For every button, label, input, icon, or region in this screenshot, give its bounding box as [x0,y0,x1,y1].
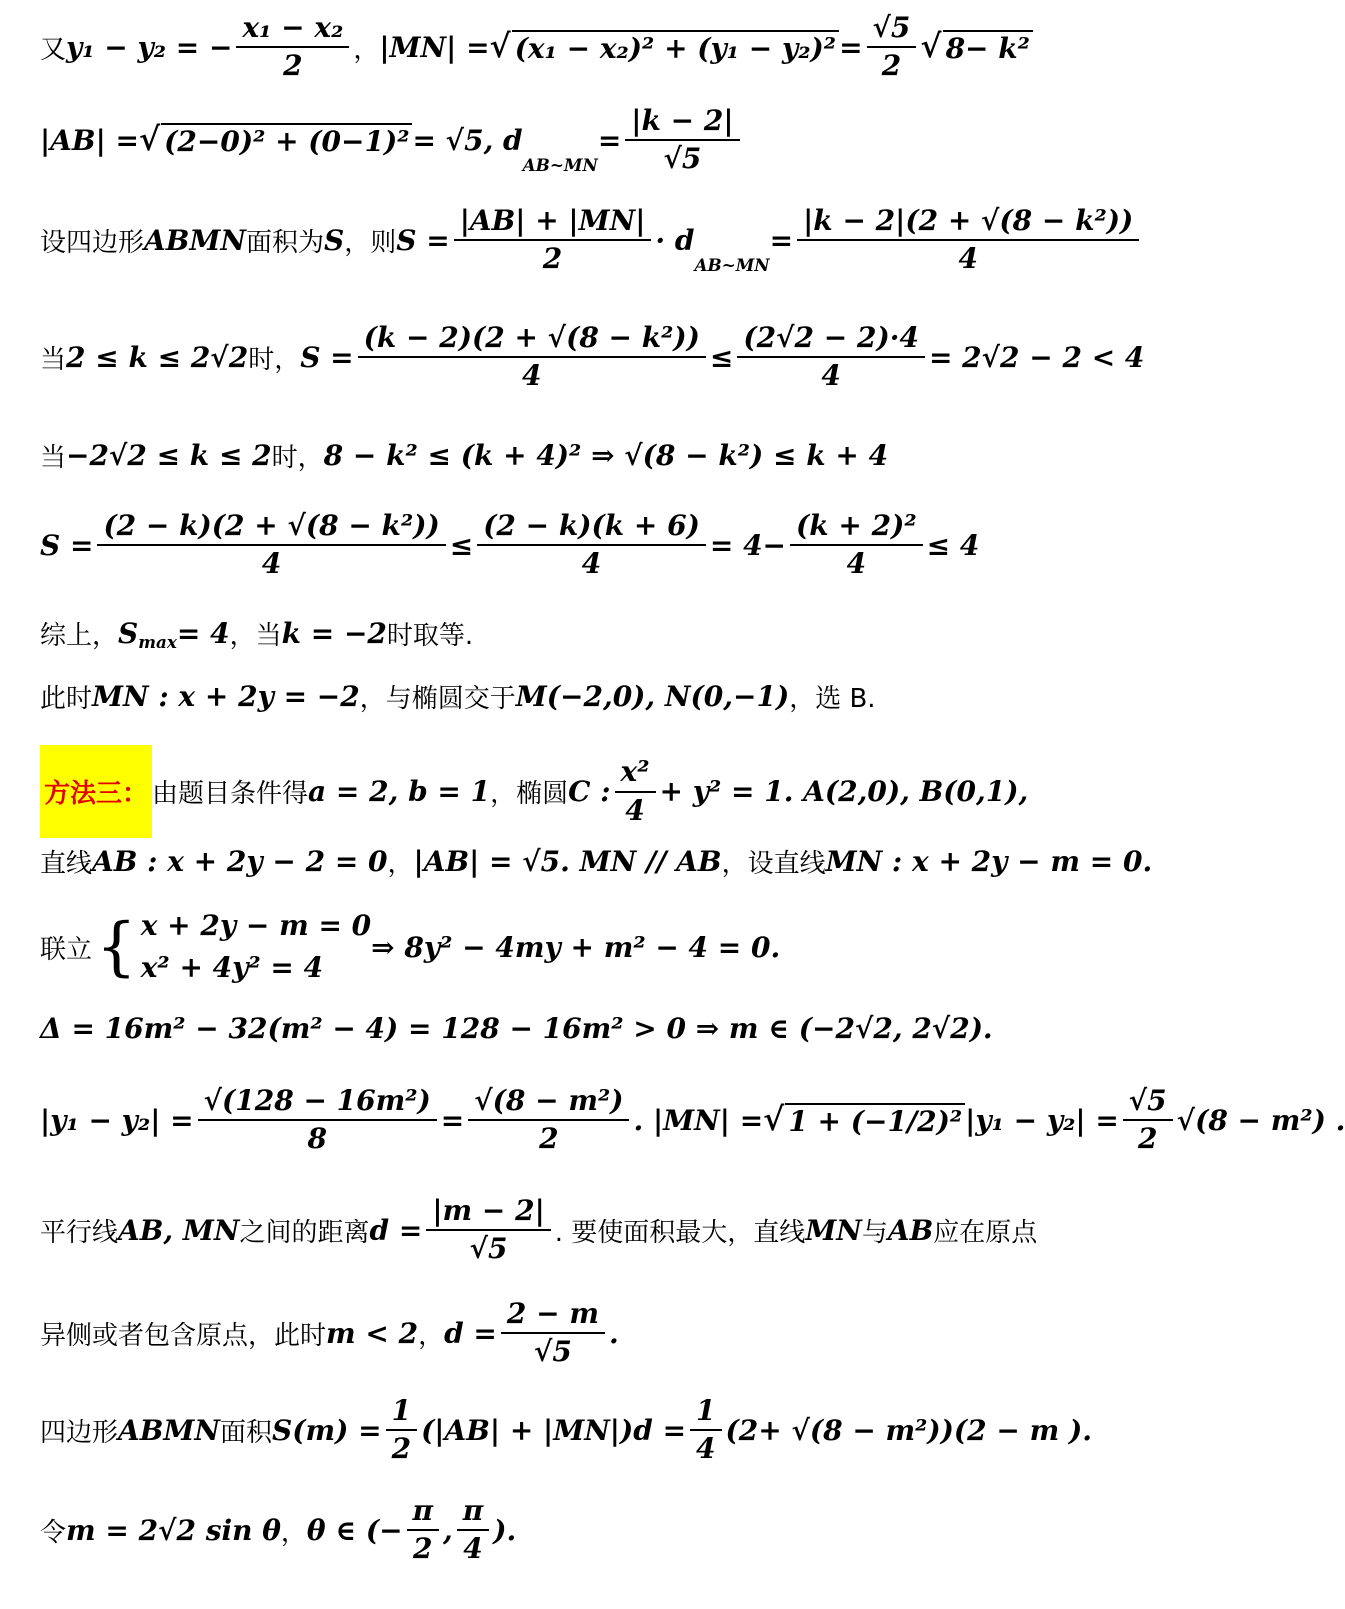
method-three-label: 方法三： [40,745,152,838]
fraction [477,510,706,580]
text: ，选 B. [789,684,876,714]
formula: . |MN| = [633,1103,764,1137]
numerator: |m − 2| [426,1195,550,1231]
radicand: 1 + (−1/2)² [785,1103,965,1138]
formula: m < 2 [326,1316,419,1350]
formula: S = [396,223,450,257]
radicand: 8− k² [943,30,1033,65]
text: 设四边形 [40,227,145,258]
numerator: 1 [386,1395,417,1431]
line-1 [40,12,1033,82]
formula: m = 2√2 sin θ [66,1513,281,1547]
formula: 8 − k² ≤ (k + 4)² ⇒ √(8 − k²) ≤ k + 4 [323,439,889,472]
fraction [867,12,917,82]
denominator: √5 [469,1232,508,1266]
formula: −2√2 ≤ k ≤ 2 [66,439,272,472]
formula: ⇒ 8y² − 4my + m² − 4 = 0. [371,930,781,964]
text: 之间的距离 [239,1217,370,1248]
line-14 [40,1195,1037,1265]
numerator: (2 − k)(2 + √(8 − k²)) [97,510,445,546]
text: ，椭圆 [490,779,569,809]
numerator: √(8 − m²) [468,1085,629,1121]
formula: , [443,1513,453,1547]
formula: AB [887,1213,934,1247]
numerator: (k − 2)(2 + √(8 − k²)) [358,322,706,358]
square-root: √ (2−0)² + (0−1)² [139,123,412,158]
radicand: (2−0)² + (0−1)² [161,123,412,158]
text: ， [280,1517,307,1548]
text: ，则 [344,227,397,258]
text: 与 [861,1217,888,1248]
formula: a = 2, b = 1 [308,775,491,808]
formula: MN : x + 2y = −2 [92,680,360,713]
formula: M(−2,0), N(0,−1) [515,680,790,713]
formula: S [118,617,139,650]
numerator: π [407,1495,440,1531]
text: 此时 [40,684,93,714]
denominator: √5 [663,142,702,176]
text: ， [387,849,414,879]
line-7 [40,615,473,652]
fraction [797,205,1139,275]
denominator: 4 [846,547,867,581]
numerator: |k − 2| [625,105,739,141]
denominator: 4 [696,1432,716,1466]
numerator: x₁ − x₂ [236,12,349,48]
denominator: 2 [413,1532,433,1566]
formula: S(m) = [272,1413,382,1447]
formula: θ ∈ (− [306,1513,403,1547]
formula: |MN| = [379,30,490,64]
denominator: √5 [534,1335,572,1369]
formula: ). [493,1513,517,1547]
formula: + y² = 1 [659,775,784,808]
fraction [737,322,925,392]
line-3 [40,205,1143,275]
formula: = 4− [709,528,787,562]
formula: = [597,123,622,157]
text: 直线 [40,849,93,879]
denominator: 4 [463,1532,483,1566]
text: 面积 [220,1417,273,1448]
formula: ABMN [118,1413,220,1447]
equation-system [141,905,371,989]
line-11 [40,905,780,989]
denominator: 2 [542,242,563,276]
fraction [198,1085,437,1155]
text: 平行线 [40,1217,119,1248]
line-2 [40,105,744,175]
text: ， [418,1320,445,1351]
numerator: (k + 2)² [790,510,923,546]
formula: y₁ − y₂ = − [66,30,233,64]
text: 又 [40,34,67,65]
subscript: AB~MN [522,155,598,176]
fraction [236,12,349,82]
fraction [454,205,652,275]
formula: S [324,223,345,257]
numerator: x² [615,756,656,792]
formula: MN [805,1213,862,1247]
denominator: 2 [539,1122,559,1156]
formula: |AB| = [40,123,139,157]
formula: = √5, d [412,123,523,157]
numerator: √5 [1123,1085,1173,1121]
denominator: 4 [821,359,841,393]
formula: = [440,1103,465,1137]
formula: = 2√2 − 2 < 4 [928,340,1145,374]
formula: 2 ≤ k ≤ 2√2 [66,340,249,374]
text: ， [353,34,380,65]
subscript: AB~MN [694,255,770,276]
denominator: 4 [261,547,282,581]
text: 由题目条件得 [152,779,309,809]
formula: k = −2 [281,617,387,650]
denominator: 4 [958,242,978,276]
formula: . A(2,0), B(0,1), [783,775,1029,808]
square-root: √ 1 + (−1/2)² [763,1103,965,1138]
text: ，与椭圆交于 [359,684,516,714]
fraction [407,1495,440,1565]
formula: ≤ [709,340,734,374]
formula: √(8 − m²) . [1176,1103,1345,1137]
fraction [501,1298,605,1368]
numerator: |AB| + |MN| [454,205,652,241]
fraction [97,510,445,580]
formula: AB, MN [118,1213,240,1247]
fraction [1123,1085,1173,1155]
equation: x + 2y − m = 0 [140,909,372,942]
text: 时， [271,443,324,473]
fraction [468,1085,629,1155]
denominator: 4 [625,793,645,827]
denominator: 2 [283,49,303,83]
line-13 [40,1085,1345,1155]
text: ，当 [229,621,282,651]
denominator: 8 [307,1122,327,1156]
line-15 [40,1298,619,1368]
formula: = [839,30,863,64]
formula: = 4 [176,617,230,650]
line-10 [40,843,1152,880]
numerator: (2 − k)(k + 6) [477,510,706,546]
denominator: 2 [881,49,902,83]
numerator: π [457,1495,490,1531]
equation: x² + 4y² = 4 [140,951,324,984]
numerator: 1 [690,1395,721,1431]
line-5 [40,437,888,474]
text: 联立 [40,934,93,965]
line-9 [40,745,1028,838]
formula: · d [655,223,695,257]
text: 综上， [40,621,119,651]
formula: S = [40,528,94,562]
formula: (|AB| + |MN|)d = [421,1413,687,1447]
fraction [790,510,923,580]
fraction [615,756,656,826]
formula: |y₁ − y₂| = [40,1103,194,1137]
numerator: √5 [867,12,917,48]
fraction [625,105,739,175]
text: 令 [40,1517,67,1548]
text: 当 [40,344,67,375]
denominator: 2 [1137,1122,1158,1156]
numerator: √(128 − 16m²) [198,1085,437,1121]
formula: = [769,223,794,257]
text: ，设直线 [721,849,826,879]
line-4 [40,322,1144,392]
formula: d = [369,1213,423,1247]
text: 时， [248,344,301,375]
text: 异侧或者包含原点，此时 [40,1320,327,1351]
text: 应在原点 [933,1217,1038,1248]
text: 时取等. [386,621,474,651]
text: 面积为 [246,227,325,258]
formula: C : [568,775,611,808]
formula: ≤ 4 [926,528,980,562]
subscript: max [138,632,177,652]
formula: S = [300,340,354,374]
fraction [457,1495,490,1565]
text: 四边形 [40,1417,119,1448]
formula: . [608,1316,619,1350]
fraction [690,1395,721,1465]
line-12 [40,1012,993,1045]
line-6 [40,510,979,580]
denominator: 4 [522,359,542,393]
numerator: 2 − m [501,1298,605,1334]
fraction [386,1395,417,1465]
formula: AB : x + 2y − 2 = 0 [92,845,388,878]
line-8 [40,678,876,715]
formula: MN : x + 2y − m = 0. [825,845,1153,878]
square-root: √ (x₁ − x₂)² + (y₁ − y₂)² [490,30,840,65]
line-17 [40,1495,516,1565]
formula: d = [444,1316,497,1350]
left-brace: { [96,910,137,984]
formula: |AB| = √5. MN // AB [413,845,722,878]
fraction [426,1195,550,1265]
formula: ABMN [144,223,246,257]
formula: ≤ [449,528,474,562]
line-16 [40,1395,1092,1465]
text: . 要使面积最大，直线 [554,1217,806,1248]
numerator: (2√2 − 2)·4 [737,322,925,358]
numerator: |k − 2|(2 + √(8 − k²)) [797,205,1139,241]
formula: Δ = 16m² − 32(m² − 4) = 128 − 16m² > 0 ⇒ m ∈ (−2√2, 2√2). [40,1012,993,1045]
denominator: 2 [391,1432,412,1466]
text: 当 [40,443,67,473]
formula: (2+ √(8 − m²))(2 − m ). [725,1413,1092,1447]
radicand: (x₁ − x₂)² + (y₁ − y₂)² [512,30,839,65]
denominator: 4 [581,547,602,581]
formula: |y₁ − y₂| = [965,1103,1119,1137]
square-root: √ 8− k² [920,30,1033,65]
fraction [358,322,706,392]
